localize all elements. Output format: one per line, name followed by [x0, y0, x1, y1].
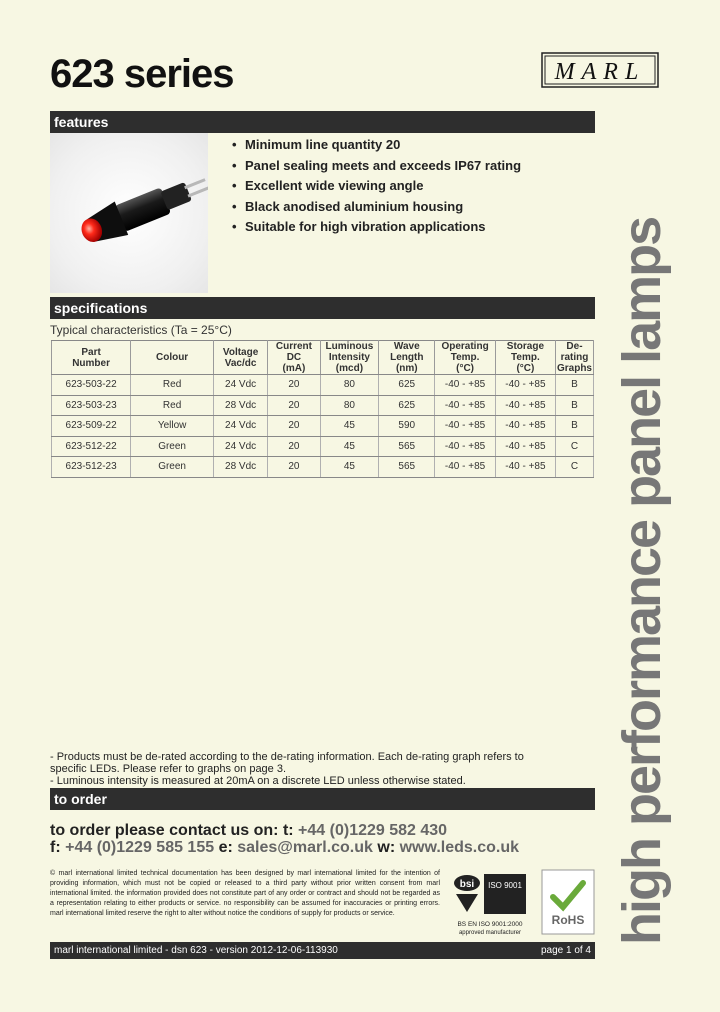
cell: 28 Vdc [213, 457, 267, 478]
table-row [52, 457, 594, 478]
page-title: 623 series [50, 52, 234, 96]
table-header-row [52, 341, 594, 375]
cell: -40 - +85 [435, 457, 496, 478]
col-colour: Colour [131, 341, 214, 375]
cell: -40 - +85 [435, 436, 496, 457]
col-wavelength: Wave Length (nm) [379, 341, 435, 375]
side-banner-text: high performance panel lamps [612, 217, 672, 945]
footer [50, 942, 595, 959]
cell: 80 [320, 375, 379, 396]
feature-item: • Black anodised aluminium housing [232, 198, 464, 214]
col-current: Current DC (mA) [268, 341, 320, 375]
note-derating: - Products must be de-rated according to the de-rating information. Each de-rating graph refers to specific LEDs. Please refer to graphs on page 3. [50, 751, 524, 775]
bsi-text: bsi [459, 879, 475, 890]
table-caption: Typical characteristics (Ta = 25°C) [50, 323, 232, 337]
cell: -40 - +85 [495, 457, 555, 478]
cell: 623-509-22 [52, 416, 131, 437]
features-list [232, 135, 521, 238]
fax-number: +44 (0)1229 585 155 [65, 839, 215, 856]
cell: 623-512-22 [52, 436, 131, 457]
order-prefix: to order please contact us on: [50, 822, 283, 839]
cell: 590 [379, 416, 435, 437]
cell: Red [131, 375, 214, 396]
cell: 625 [379, 375, 435, 396]
order-contact-line [50, 839, 519, 857]
cell: 20 [268, 395, 320, 416]
col-operating-temp: Operating Temp. (°C) [435, 341, 496, 375]
bsi-caption-2: approved manufacturer [458, 930, 522, 936]
col-part-number: Part Number [52, 341, 131, 375]
cell: 625 [379, 395, 435, 416]
order-phone-line [50, 822, 447, 840]
fax-label: f: [50, 839, 66, 856]
cell: Green [131, 457, 214, 478]
cell: 28 Vdc [213, 395, 267, 416]
cell: Red [131, 395, 214, 416]
cell: 45 [320, 457, 379, 478]
phone-number: +44 (0)1229 582 430 [298, 822, 448, 839]
marl-logo [541, 52, 659, 88]
cell: 20 [268, 457, 320, 478]
cell: 565 [379, 436, 435, 457]
page-number: page 1 of 4 [540, 945, 591, 956]
cell: 45 [320, 416, 379, 437]
cell: -40 - +85 [495, 416, 555, 437]
rohs-text: RoHS [551, 913, 585, 927]
web-link[interactable]: www.leds.co.uk [399, 839, 520, 856]
cell: 45 [320, 436, 379, 457]
cell: 24 Vdc [213, 375, 267, 396]
iso-text: ISO 9001 [488, 881, 522, 890]
notes [50, 751, 550, 787]
specifications-header: specifications [50, 297, 595, 319]
table-row [52, 416, 594, 437]
bsi-iso-logo [448, 872, 532, 936]
cell: B [555, 416, 593, 437]
table-row [52, 375, 594, 396]
cell: -40 - +85 [495, 436, 555, 457]
to-order-header: to order [50, 788, 595, 810]
kitemark-icon [456, 894, 478, 912]
cell: 24 Vdc [213, 436, 267, 457]
cell: 565 [379, 457, 435, 478]
note-luminous: - Luminous intensity is measured at 20mA on a discrete LED unless otherwise stated. [50, 775, 466, 787]
cell: 623-503-23 [52, 395, 131, 416]
cell: 24 Vdc [213, 416, 267, 437]
feature-item: • Suitable for high vibration applications [232, 219, 486, 234]
col-storage-temp: Storage Temp. (°C) [495, 341, 555, 375]
bsi-caption: BS EN ISO 9001:2000 [457, 921, 523, 928]
web-label: w: [372, 839, 400, 856]
phone-label: t: [282, 822, 299, 839]
cell: 623-503-22 [52, 375, 131, 396]
table-row [52, 436, 594, 457]
cell: 80 [320, 395, 379, 416]
email-label: e: [214, 839, 238, 856]
email-link[interactable]: sales@marl.co.uk [237, 839, 373, 856]
cell: 20 [268, 416, 320, 437]
disclaimer: © marl international limited technical documentation has been designed by marl international limited for the intention of providing information, which must not be copied or released to a third party without prior written consent from marl international limited. the information provided does not constitute part of any order or contract and should not be regarded as a representation relating to either products or service. no responsibility can be assumed for inaccuracies or printing errors. marl international limited reserve the right to alter without notice the conditions of supply for products or service. [50, 870, 440, 917]
cell: C [555, 457, 593, 478]
col-luminous: Luminous Intensity (mcd) [320, 341, 379, 375]
cell: Green [131, 436, 214, 457]
cell: B [555, 375, 593, 396]
feature-item: • Excellent wide viewing angle [232, 178, 424, 193]
spec-table [51, 340, 594, 478]
rohs-logo [541, 869, 595, 935]
table-row [52, 395, 594, 416]
cell: B [555, 395, 593, 416]
panel-lamp-image [50, 133, 208, 293]
feature-item: • Panel sealing meets and exceeds IP67 rating [232, 157, 522, 173]
cell: 20 [268, 436, 320, 457]
col-voltage: Voltage Vac/dc [213, 341, 267, 375]
cell: -40 - +85 [495, 375, 555, 396]
cell: 20 [268, 375, 320, 396]
cell: C [555, 436, 593, 457]
cell: Yellow [131, 416, 214, 437]
cell: 623-512-23 [52, 457, 131, 478]
col-derating: De-rating Graphs [556, 341, 592, 374]
footer-doc-info: marl international limited - dsn 623 - version 2012-12-06-113930 [54, 945, 338, 956]
product-photo [50, 133, 208, 293]
cell: -40 - +85 [435, 416, 496, 437]
logo-text: MARL [554, 59, 646, 85]
feature-item: • Minimum line quantity 20 [232, 137, 401, 152]
cell: -40 - +85 [495, 395, 555, 416]
cell: -40 - +85 [435, 375, 496, 396]
features-header: features [50, 111, 595, 133]
cell: -40 - +85 [435, 395, 496, 416]
